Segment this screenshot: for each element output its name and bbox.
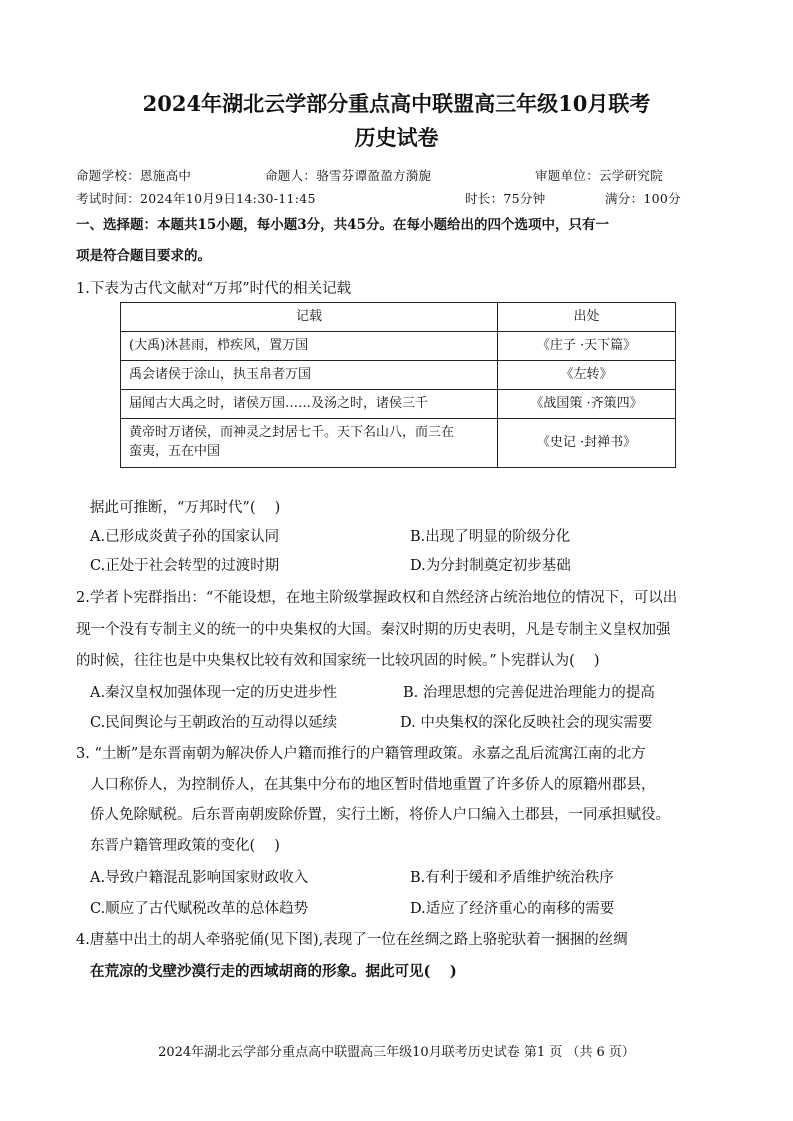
q1-option-b[interactable]: B.出现了明显的阶级分化 — [410, 529, 571, 545]
table-row — [121, 419, 676, 468]
section-instructions-line2: 项是符合题目要求的。 — [76, 248, 211, 264]
table-row — [121, 390, 676, 419]
meta-school: 命题学校：恩施高中 — [76, 168, 192, 183]
table-cell-record: 届闻古大禹之时，诸侯万国……及汤之时，诸侯三千 — [121, 390, 498, 419]
page-footer: 2024年湖北云学部分重点高中联盟高三年级10月联考历史试卷 第1 页 （共 6 页） — [158, 1045, 635, 1060]
table-cell-record: (大禹)沐甚雨，栉疾风，置万国 — [121, 332, 498, 361]
table-cell-source: 《史记 ·封禅书》 — [498, 419, 676, 468]
q1-question: 据此可推断，“万邦时代”( ) — [90, 500, 281, 516]
q3-stem-line4: 东晋户籍管理政策的变化( ) — [90, 838, 280, 854]
q3-stem-line3: 侨人免除赋税。后东晋南朝废除侨置，实行土断，将侨人户口编入土郡县，一同承担赋役。 — [90, 807, 670, 823]
table-header-source: 出处 — [498, 303, 676, 332]
q4-stem-line2: 在荒凉的戈壁沙漠行走的西域胡商的形象。据此可见( ) — [90, 963, 457, 980]
q1-option-a[interactable]: A.已形成炎黄子孙的国家认同 — [90, 529, 280, 545]
q1-option-c[interactable]: C.正处于社会转型的过渡时期 — [90, 558, 280, 574]
meta-exam-time: 考试时间：2024年10月9日14:30-11:45 — [76, 191, 316, 206]
q2-stem-line2: 现一个没有专制主义的统一的中央集权的大国。秦汉时期的历史表明，凡是专制主义皇权加强 — [76, 622, 671, 638]
table-cell-record-line2: 蛮夷，五在中国 — [129, 444, 221, 459]
q2-option-d[interactable]: D. 中央集权的深化反映社会的现实需要 — [400, 715, 653, 731]
q2-stem-line1: 2.学者卜宪群指出：“不能设想，在地主阶级掌握政权和自然经济占统治地位的情况下，可以出 — [76, 590, 678, 606]
table-cell-source: 《庄子 ·天下篇》 — [498, 332, 676, 361]
page-title: 2024年湖北云学部分重点高中联盟高三年级10月联考 — [142, 91, 651, 116]
q2-option-a[interactable]: A.秦汉皇权加强体现一定的历史进步性 — [90, 685, 338, 701]
q1-source-table — [120, 302, 676, 468]
meta-author: 命题人：骆雪芬谭盈盈方漪旎 — [265, 168, 432, 183]
table-row — [121, 361, 676, 390]
q2-stem-line3: 的时候，往往也是中央集权比较有效和国家统一比较巩固的时候。”卜宪群认为( ) — [76, 653, 600, 669]
q3-option-a[interactable]: A.导致户籍混乱影响国家财政收入 — [90, 870, 309, 886]
q4-stem-line1: 4.唐墓中出土的胡人牵骆驼俑(见下图),表现了一位在丝绸之路上骆驼驮着一捆捆的丝绸 — [76, 932, 628, 948]
q2-option-b[interactable]: B. 治理思想的完善促进治理能力的提高 — [403, 685, 655, 701]
table-cell-record — [121, 419, 498, 468]
meta-duration: 时长：75分钟 — [465, 191, 546, 206]
table-row — [121, 332, 676, 361]
table-header-record: 记载 — [121, 303, 498, 332]
q1-option-d[interactable]: D.为分封制奠定初步基础 — [410, 558, 571, 574]
q1-stem: 1.下表为古代文献对“万邦”时代的相关记载 — [76, 281, 352, 297]
section-instructions-line1: 一、选择题：本题共15小题，每小题3分，共45分。在每小题给出的四个选项中，只有一 — [76, 217, 609, 233]
table-cell-record: 禹会诸侯于涂山，执玉帛者万国 — [121, 361, 498, 390]
q3-option-d[interactable]: D.适应了经济重心的南移的需要 — [410, 901, 615, 917]
q3-stem-line1: 3. “土断”是东晋南朝为解决侨人户籍而推行的户籍管理政策。永嘉之乱后流寓江南的北方 — [76, 746, 646, 762]
table-cell-record-line1: 黄帝时万诸侯，而神灵之封居七千。天下名山八，而三在 — [129, 425, 455, 441]
table-cell-source: 《左转》 — [498, 361, 676, 390]
q3-option-c[interactable]: C.顺应了古代赋税改革的总体趋势 — [90, 901, 309, 917]
meta-score: 满分：100分 — [605, 191, 681, 206]
table-cell-source: 《战国策 ·齐策四》 — [498, 390, 676, 419]
page-subtitle: 历史试卷 — [354, 125, 439, 150]
q2-option-c[interactable]: C.民间舆论与王朝政治的互动得以延续 — [90, 715, 338, 731]
meta-reviewer: 审题单位：云学研究院 — [535, 168, 664, 183]
q3-stem-line2: 人口称侨人，为控制侨人，在其集中分布的地区暂时借地重置了许多侨人的原籍州郡县， — [90, 777, 656, 793]
q3-option-b[interactable]: B.有利于缓和矛盾维护统治秩序 — [410, 870, 614, 886]
table-header-row — [121, 303, 676, 332]
